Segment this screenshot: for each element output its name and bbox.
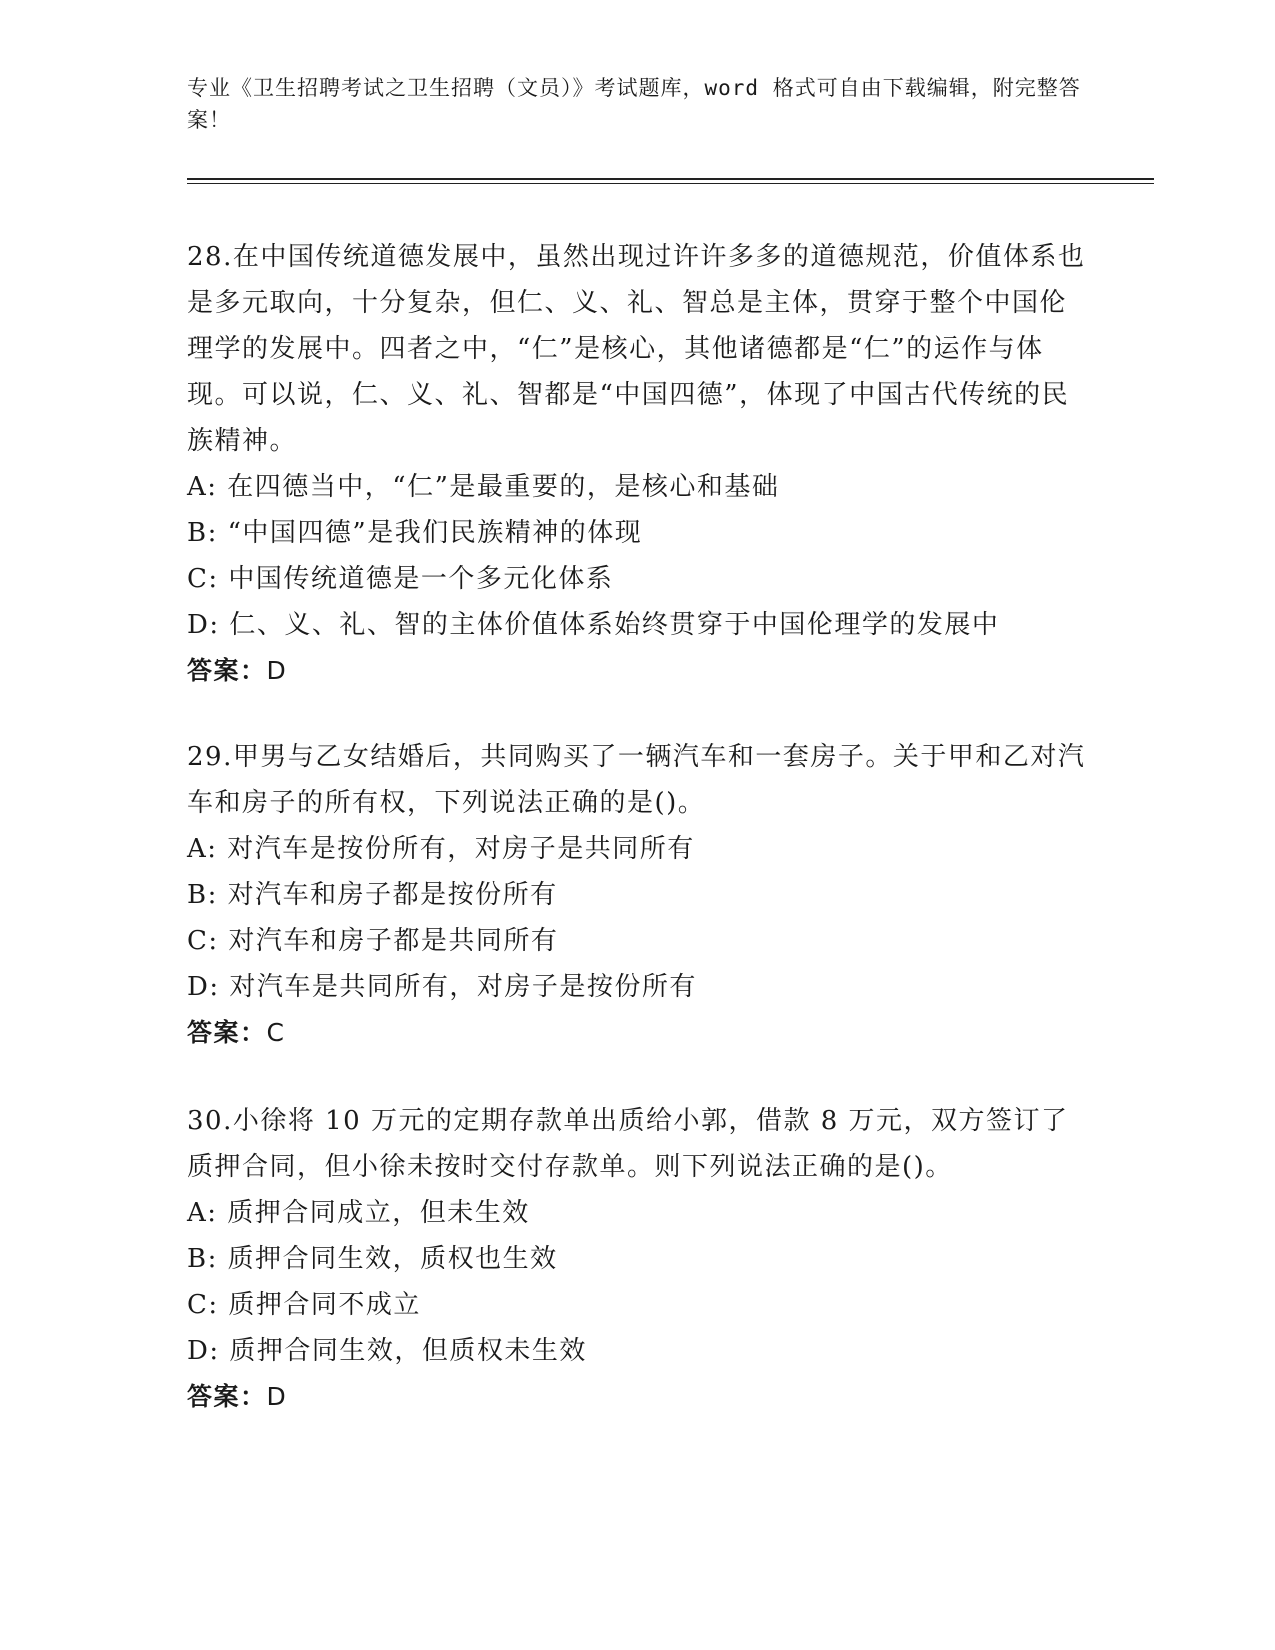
answer-value: D <box>266 1382 288 1411</box>
header-divider-thin <box>187 183 1154 184</box>
question-30 <box>187 1098 1087 1420</box>
answer-label: 答案： <box>187 656 267 685</box>
question-number: 30. <box>187 1106 233 1136</box>
answer <box>187 648 1087 694</box>
answer <box>187 1010 1087 1056</box>
answer-value: C <box>266 1018 286 1047</box>
option-d: D: 仁、义、礼、智的主体价值体系始终贯穿于中国伦理学的发展中 <box>187 610 1000 640</box>
header-text: 专业《卫生招聘考试之卫生招聘（文员）》考试题库，word 格式可自由下载编辑，附完整答案！ <box>187 76 1081 132</box>
question-29 <box>187 734 1087 1056</box>
option-d: D: 对汽车是共同所有，对房子是按份所有 <box>187 972 697 1002</box>
answer-label: 答案： <box>187 1018 267 1047</box>
option-b: B: 质押合同生效，质权也生效 <box>187 1244 558 1274</box>
question-body: 小徐将 10 万元的定期存款单出质给小郭，借款 8 万元，双方签订了质押合同，但小徐未按时交付存款单。则下列说法正确的是()。 <box>187 1106 1069 1182</box>
question-number: 29. <box>187 742 233 772</box>
question-text <box>187 234 1087 464</box>
header-divider <box>187 178 1154 180</box>
question-text <box>187 734 1087 826</box>
option-c: C: 质押合同不成立 <box>187 1290 421 1320</box>
document-header <box>187 72 1087 136</box>
option-d: D: 质押合同生效，但质权未生效 <box>187 1336 587 1366</box>
question-number: 28. <box>187 242 233 272</box>
question-text <box>187 1098 1087 1190</box>
question-28 <box>187 234 1087 694</box>
option-c: C: 中国传统道德是一个多元化体系 <box>187 564 614 594</box>
question-body: 在中国传统道德发展中，虽然出现过许许多多的道德规范，价值体系也是多元取向，十分复杂，但仁、义、礼、智总是主体，贯穿于整个中国伦理学的发展中。四者之中，“仁”是核心，其他诸德都是“仁”的运作与体现。可以说，仁、义、礼、智都是“中国四德”，体现了中国古代传统的民族精神。 <box>187 242 1086 456</box>
option-b: B: 对汽车和房子都是按份所有 <box>187 880 558 910</box>
answer-value: D <box>266 656 288 685</box>
option-a: A: 在四德当中，“仁”是最重要的，是核心和基础 <box>187 472 780 502</box>
question-body: 甲男与乙女结婚后，共同购买了一辆汽车和一套房子。关于甲和乙对汽车和房子的所有权，下列说法正确的是()。 <box>187 742 1086 818</box>
option-c: C: 对汽车和房子都是共同所有 <box>187 926 559 956</box>
option-a: A: 对汽车是按份所有，对房子是共同所有 <box>187 834 695 864</box>
answer-label: 答案： <box>187 1382 267 1411</box>
answer <box>187 1374 1087 1420</box>
option-a: A: 质押合同成立，但未生效 <box>187 1198 530 1228</box>
option-b: B: “中国四德”是我们民族精神的体现 <box>187 518 643 548</box>
